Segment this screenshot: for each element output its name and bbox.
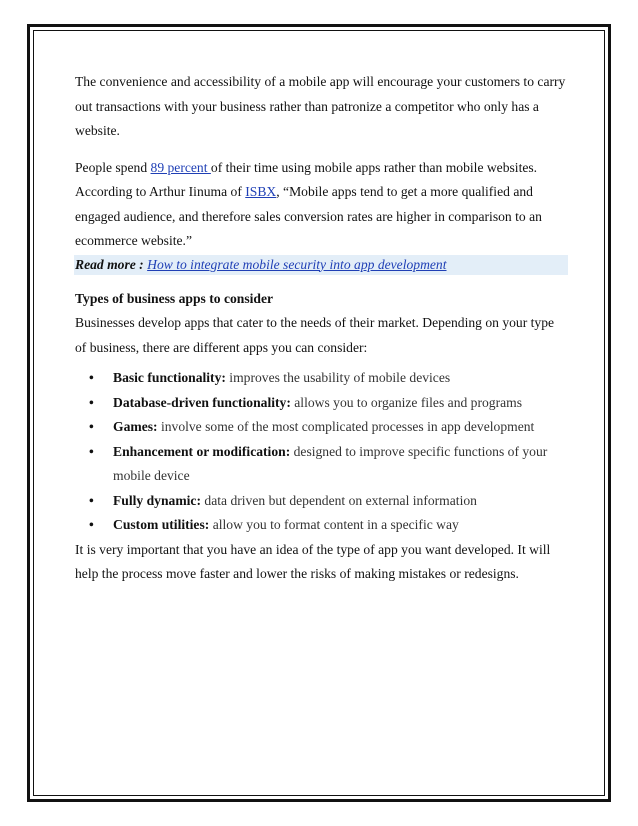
- document-body: [75, 70, 567, 587]
- stats-text-middle: of their time using mobile apps rather than mobile websites. According to Arthur Iinuma of: [75, 159, 538, 199]
- bullet-icon: •: [89, 419, 94, 434]
- list-item: [75, 440, 567, 489]
- list-item: [75, 513, 567, 538]
- list-item-desc: allow you to format content in a specific way: [209, 517, 459, 532]
- list-item-desc: allows you to organize files and programs: [290, 394, 523, 410]
- stats-paragraph: [75, 156, 567, 254]
- list-item-term: Basic functionality:: [113, 370, 226, 385]
- bullet-icon: •: [89, 370, 94, 385]
- isbx-link[interactable]: ISBX: [245, 184, 277, 199]
- list-item: [75, 415, 567, 440]
- list-item: [75, 391, 567, 416]
- intro-paragraph: The convenience and accessibility of a mobile app will encourage your customers to carry out transactions with your business rather than patronize a competitor who only has a website.: [75, 74, 566, 138]
- list-item: [75, 366, 567, 391]
- bullet-icon: •: [89, 517, 94, 532]
- read-more-banner: [74, 255, 568, 275]
- list-item-desc: data driven but dependent on external information: [201, 492, 477, 508]
- stats-text-start: People spend: [75, 159, 151, 175]
- list-item-term: Custom utilities:: [113, 517, 210, 532]
- app-types-list: [75, 366, 567, 538]
- read-more-link[interactable]: How to integrate mobile security into app development: [147, 256, 447, 272]
- bullet-icon: •: [89, 394, 94, 410]
- list-item-term: Fully dynamic:: [113, 492, 201, 508]
- bullet-icon: •: [89, 492, 94, 508]
- bullet-icon: •: [89, 443, 94, 459]
- list-item-term: Enhancement or modification:: [113, 443, 291, 459]
- list-item-term: Database-driven functionality:: [113, 394, 291, 410]
- list-item-desc: designed to improve specific functions of your mobile device: [113, 443, 548, 483]
- stats-text-end: , “Mobile apps tend to get a more qualified and engaged audience, and therefore sales conversion rates are higher in comparison to an ecommerce website.”: [75, 184, 542, 248]
- section-intro: Businesses develop apps that cater to the needs of their market. Depending on your type of business, there are different apps you can consider:: [75, 315, 555, 355]
- list-item-desc: improves the usability of mobile devices: [225, 370, 451, 385]
- list-item-term: Games:: [113, 419, 158, 434]
- read-more-label: Read more :: [75, 256, 148, 272]
- closing-paragraph: It is very important that you have an idea of the type of app you want developed. It will help the process move faster and lower the risks of making mistakes or redesigns.: [75, 541, 551, 581]
- list-item-desc: involve some of the most complicated processes in app development: [157, 419, 535, 434]
- list-item: [75, 489, 567, 514]
- section-heading: Types of business apps to consider: [75, 290, 274, 306]
- percent-link[interactable]: 89 percent: [150, 159, 211, 175]
